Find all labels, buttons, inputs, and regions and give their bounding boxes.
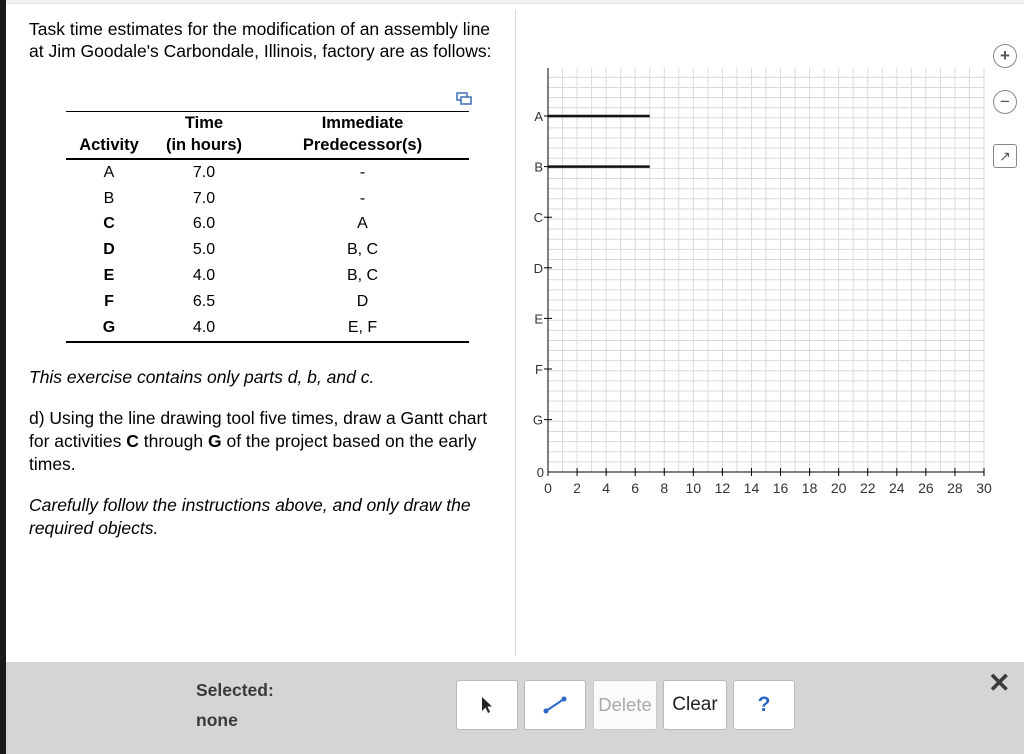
question-text — [29, 18, 499, 62]
cell-pred: B, C — [346, 241, 379, 259]
x-tick-label: 26 — [918, 480, 934, 496]
selected-value: none — [196, 710, 238, 730]
window-left-edge — [0, 0, 6, 754]
cell-time: 6.5 — [192, 292, 216, 310]
x-tick-label: 14 — [743, 480, 760, 496]
instruction-pre: d) Using the line drawing tool five times, draw a Gantt chart for activities — [29, 408, 488, 451]
table-row — [66, 159, 469, 186]
cell-activity: G — [66, 315, 152, 342]
y-label-b: B — [534, 159, 543, 175]
cell-activity: F — [104, 292, 114, 310]
copy-table-icon[interactable] — [456, 92, 472, 106]
x-tick-label: 0 — [544, 480, 552, 496]
cell-activity: C — [103, 215, 115, 233]
header-time — [152, 112, 256, 160]
y-zero-label: 0 — [536, 465, 544, 480]
header-time-line2: (in hours) — [165, 136, 243, 154]
cell-pred: - — [359, 189, 366, 207]
cell-pred: E, F — [256, 315, 469, 342]
x-tick-label: 22 — [859, 480, 876, 496]
table-row — [66, 315, 469, 342]
cursor-arrow-icon — [480, 696, 494, 714]
close-icon[interactable]: ✕ — [988, 668, 1011, 698]
selected-label: Selected: — [196, 680, 274, 700]
x-tick-label: 4 — [602, 480, 611, 496]
help-button[interactable]: ? — [733, 680, 795, 730]
top-border — [6, 0, 1024, 4]
question-intro: Task time estimates for the modification of an assembly line at Jim Goodale's Carbondale, Illinois, factory are as follows: — [29, 19, 492, 61]
popout-icon[interactable]: ↗ — [993, 144, 1017, 168]
x-tick-label: 10 — [685, 480, 702, 496]
x-tick-label: 8 — [660, 480, 669, 496]
task-table — [66, 111, 469, 343]
cell-activity: D — [103, 241, 115, 259]
x-tick-label: 18 — [801, 480, 818, 496]
line-tool-button[interactable] — [524, 680, 586, 730]
cell-time: 4.0 — [192, 267, 216, 285]
cell-pred: - — [359, 163, 366, 181]
cell-time: 7.0 — [192, 189, 216, 207]
clear-button[interactable]: Clear — [663, 680, 727, 730]
y-label-f: F — [535, 362, 543, 377]
x-tick-label: 30 — [976, 480, 992, 496]
header-pred-line2: Predecessor(s) — [302, 136, 423, 154]
cell-activity: E — [103, 267, 115, 285]
panel-divider — [515, 10, 516, 656]
cell-pred: D — [356, 292, 369, 310]
zoom-out-icon[interactable]: − — [993, 90, 1017, 114]
cell-time: 5.0 — [192, 241, 216, 259]
x-tick-label: 2 — [573, 480, 581, 496]
gantt-graph[interactable] — [525, 60, 992, 500]
cell-activity: A — [103, 163, 115, 181]
cell-time: 6.0 — [192, 215, 216, 233]
cell-time: 4.0 — [152, 315, 256, 342]
cell-pred: B, C — [346, 267, 379, 285]
table-row — [66, 237, 469, 263]
header-predecessors — [256, 112, 469, 160]
x-tick-label: 28 — [947, 480, 963, 496]
header-pred-line1: Immediate — [321, 114, 404, 132]
y-label-g: G — [532, 412, 543, 428]
instruction-text — [29, 407, 501, 476]
table-row — [66, 263, 469, 289]
x-tick-label: 16 — [772, 480, 789, 496]
y-label-d: D — [533, 260, 543, 276]
x-tick-label: 20 — [830, 480, 847, 496]
table-header-row — [66, 112, 469, 160]
y-label-e: E — [534, 311, 543, 327]
instruction-c: C — [126, 431, 139, 451]
table-row — [66, 289, 469, 315]
delete-button[interactable]: Delete — [593, 680, 657, 730]
cell-activity: B — [103, 189, 115, 207]
instruction-mid: through — [138, 431, 208, 451]
caution-text: Carefully follow the instructions above, and only draw the required objects. — [29, 495, 471, 538]
table-row — [66, 186, 469, 212]
x-tick-label: 12 — [714, 480, 731, 496]
y-label-a: A — [534, 109, 543, 124]
x-tick-label: 24 — [889, 480, 905, 496]
y-label-c: C — [533, 210, 543, 226]
instruction-post: of the project based on the early times. — [29, 431, 477, 474]
select-tool-button[interactable] — [456, 680, 518, 730]
parts-note: This exercise contains only parts d, b, and c. — [29, 367, 375, 387]
cell-time: 7.0 — [192, 163, 216, 181]
instruction-g: G — [207, 431, 222, 451]
line-tool-icon — [542, 695, 568, 715]
zoom-in-icon[interactable]: + — [993, 44, 1017, 68]
table-row — [66, 212, 469, 238]
header-activity: Activity — [79, 136, 139, 154]
cell-pred: A — [357, 215, 368, 233]
x-tick-label: 6 — [631, 480, 640, 496]
header-time-line1: Time — [184, 114, 224, 132]
